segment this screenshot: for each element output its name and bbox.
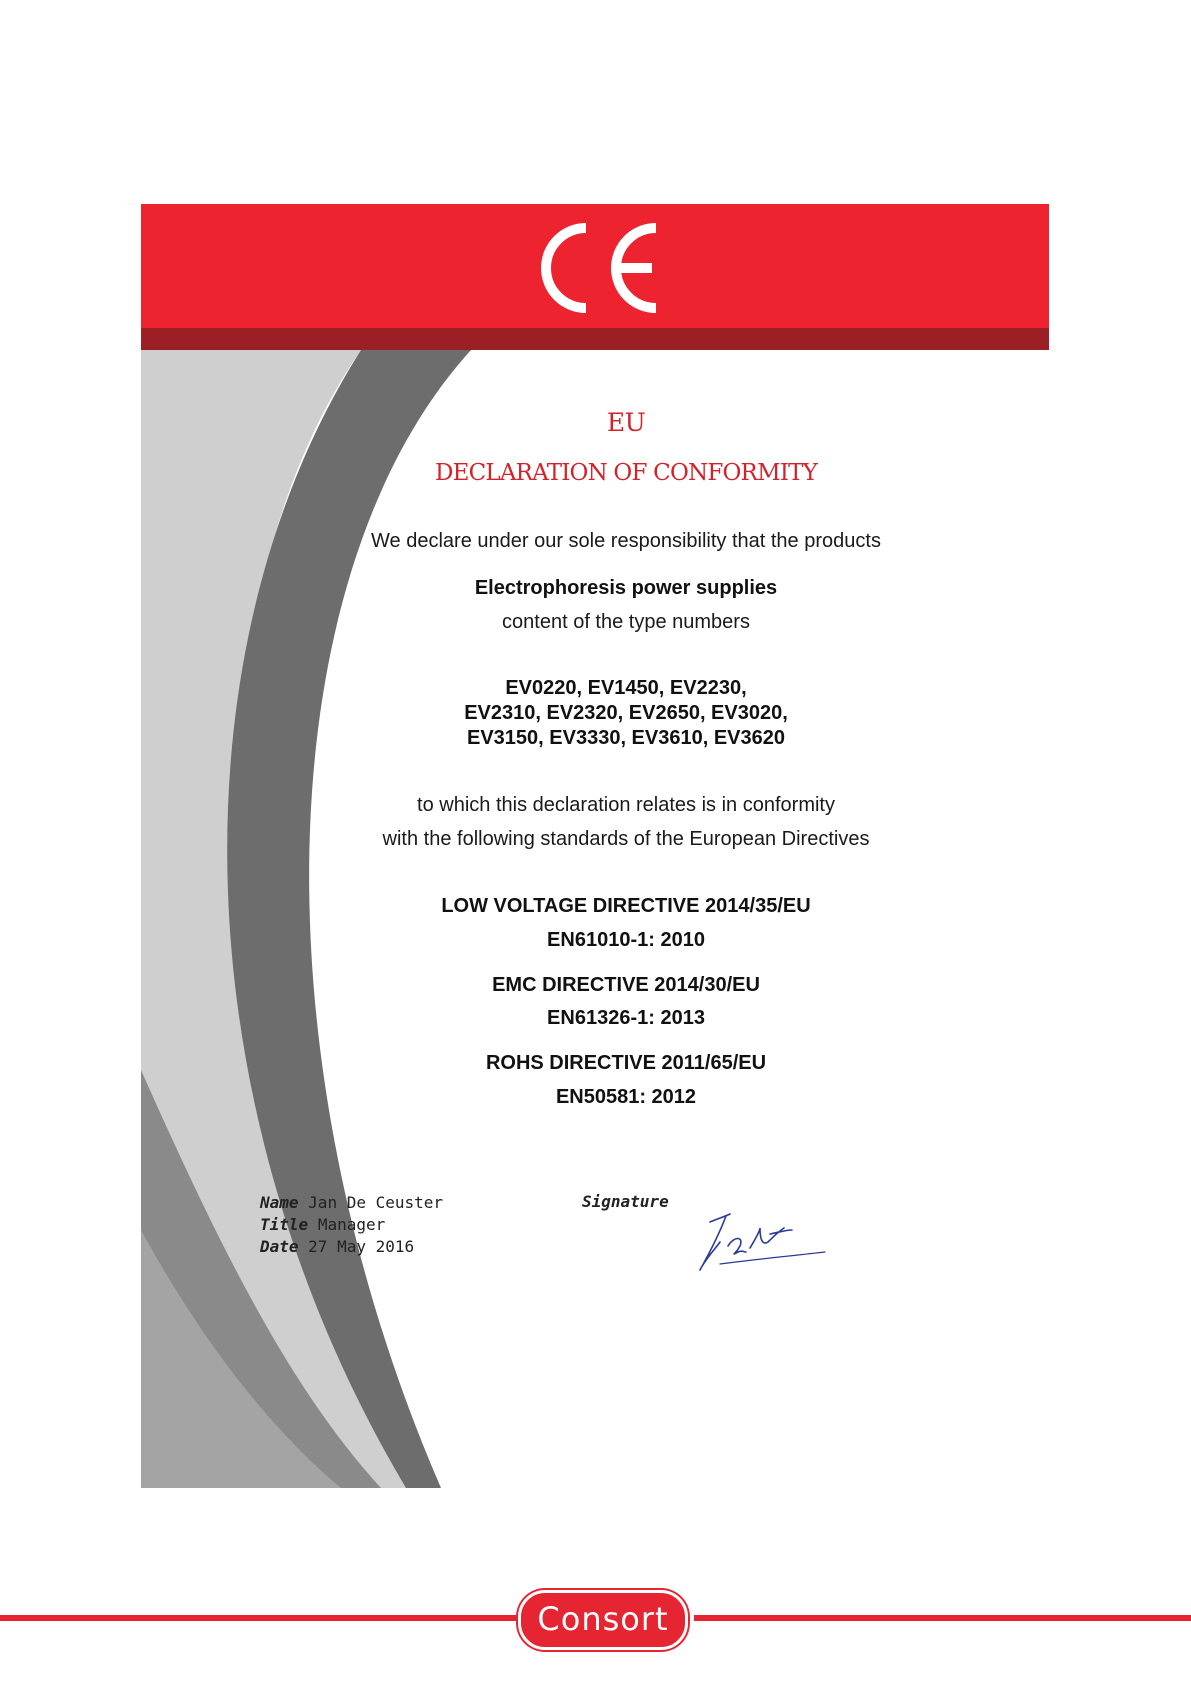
- intro-text: We declare under our sole responsibility that the products: [371, 530, 881, 552]
- name-label: Name: [260, 1193, 299, 1212]
- directive-standard: EN61010-1: 2010: [547, 929, 705, 951]
- directive-standard: EN50581: 2012: [555, 1086, 697, 1108]
- model-list: [300, 676, 952, 751]
- date-value: 27 May 2016: [308, 1237, 415, 1256]
- directive-name: EMC DIRECTIVE 2014/30/EU: [492, 974, 760, 996]
- date-row: [260, 1236, 443, 1258]
- model-line: EV0220, EV1450, EV2230,: [505, 677, 747, 699]
- date-label: Date: [260, 1237, 299, 1256]
- footer-line: [694, 1615, 1191, 1621]
- directive-name: LOW VOLTAGE DIRECTIVE 2014/35/EU: [441, 895, 811, 917]
- model-line: EV2310, EV2320, EV2650, EV3020,: [464, 702, 788, 724]
- decorative-swoosh: [141, 350, 481, 1488]
- name-value: Jan De Ceuster: [308, 1193, 444, 1212]
- directive-standard: EN61326-1: 2013: [547, 1007, 705, 1029]
- title-label: Title: [260, 1215, 309, 1234]
- model-line: EV3150, EV3330, EV3610, EV3620: [466, 727, 786, 749]
- title-row: [260, 1214, 443, 1236]
- type-numbers-caption: content of the type numbers: [502, 611, 750, 633]
- ce-mark-icon: [536, 222, 666, 314]
- consort-logo: Consort: [518, 1590, 688, 1650]
- header-stripe: [141, 328, 1049, 350]
- name-row: [260, 1192, 443, 1214]
- signatory-block: [260, 1192, 443, 1258]
- footer-line: [0, 1615, 520, 1621]
- conformity-line: to which this declaration relates is in conformity: [417, 794, 835, 816]
- conformity-line: with the following standards of the European Directives: [382, 828, 870, 850]
- doc-title: DECLARATION OF CONFORMITY: [434, 460, 818, 486]
- product-name: Electrophoresis power supplies: [474, 577, 778, 599]
- signature-label: Signature: [582, 1192, 669, 1211]
- handwritten-signature: [690, 1208, 830, 1274]
- doc-eu-label: EU: [606, 408, 646, 437]
- title-value: Manager: [317, 1215, 386, 1234]
- directive-name: ROHS DIRECTIVE 2011/65/EU: [485, 1052, 767, 1074]
